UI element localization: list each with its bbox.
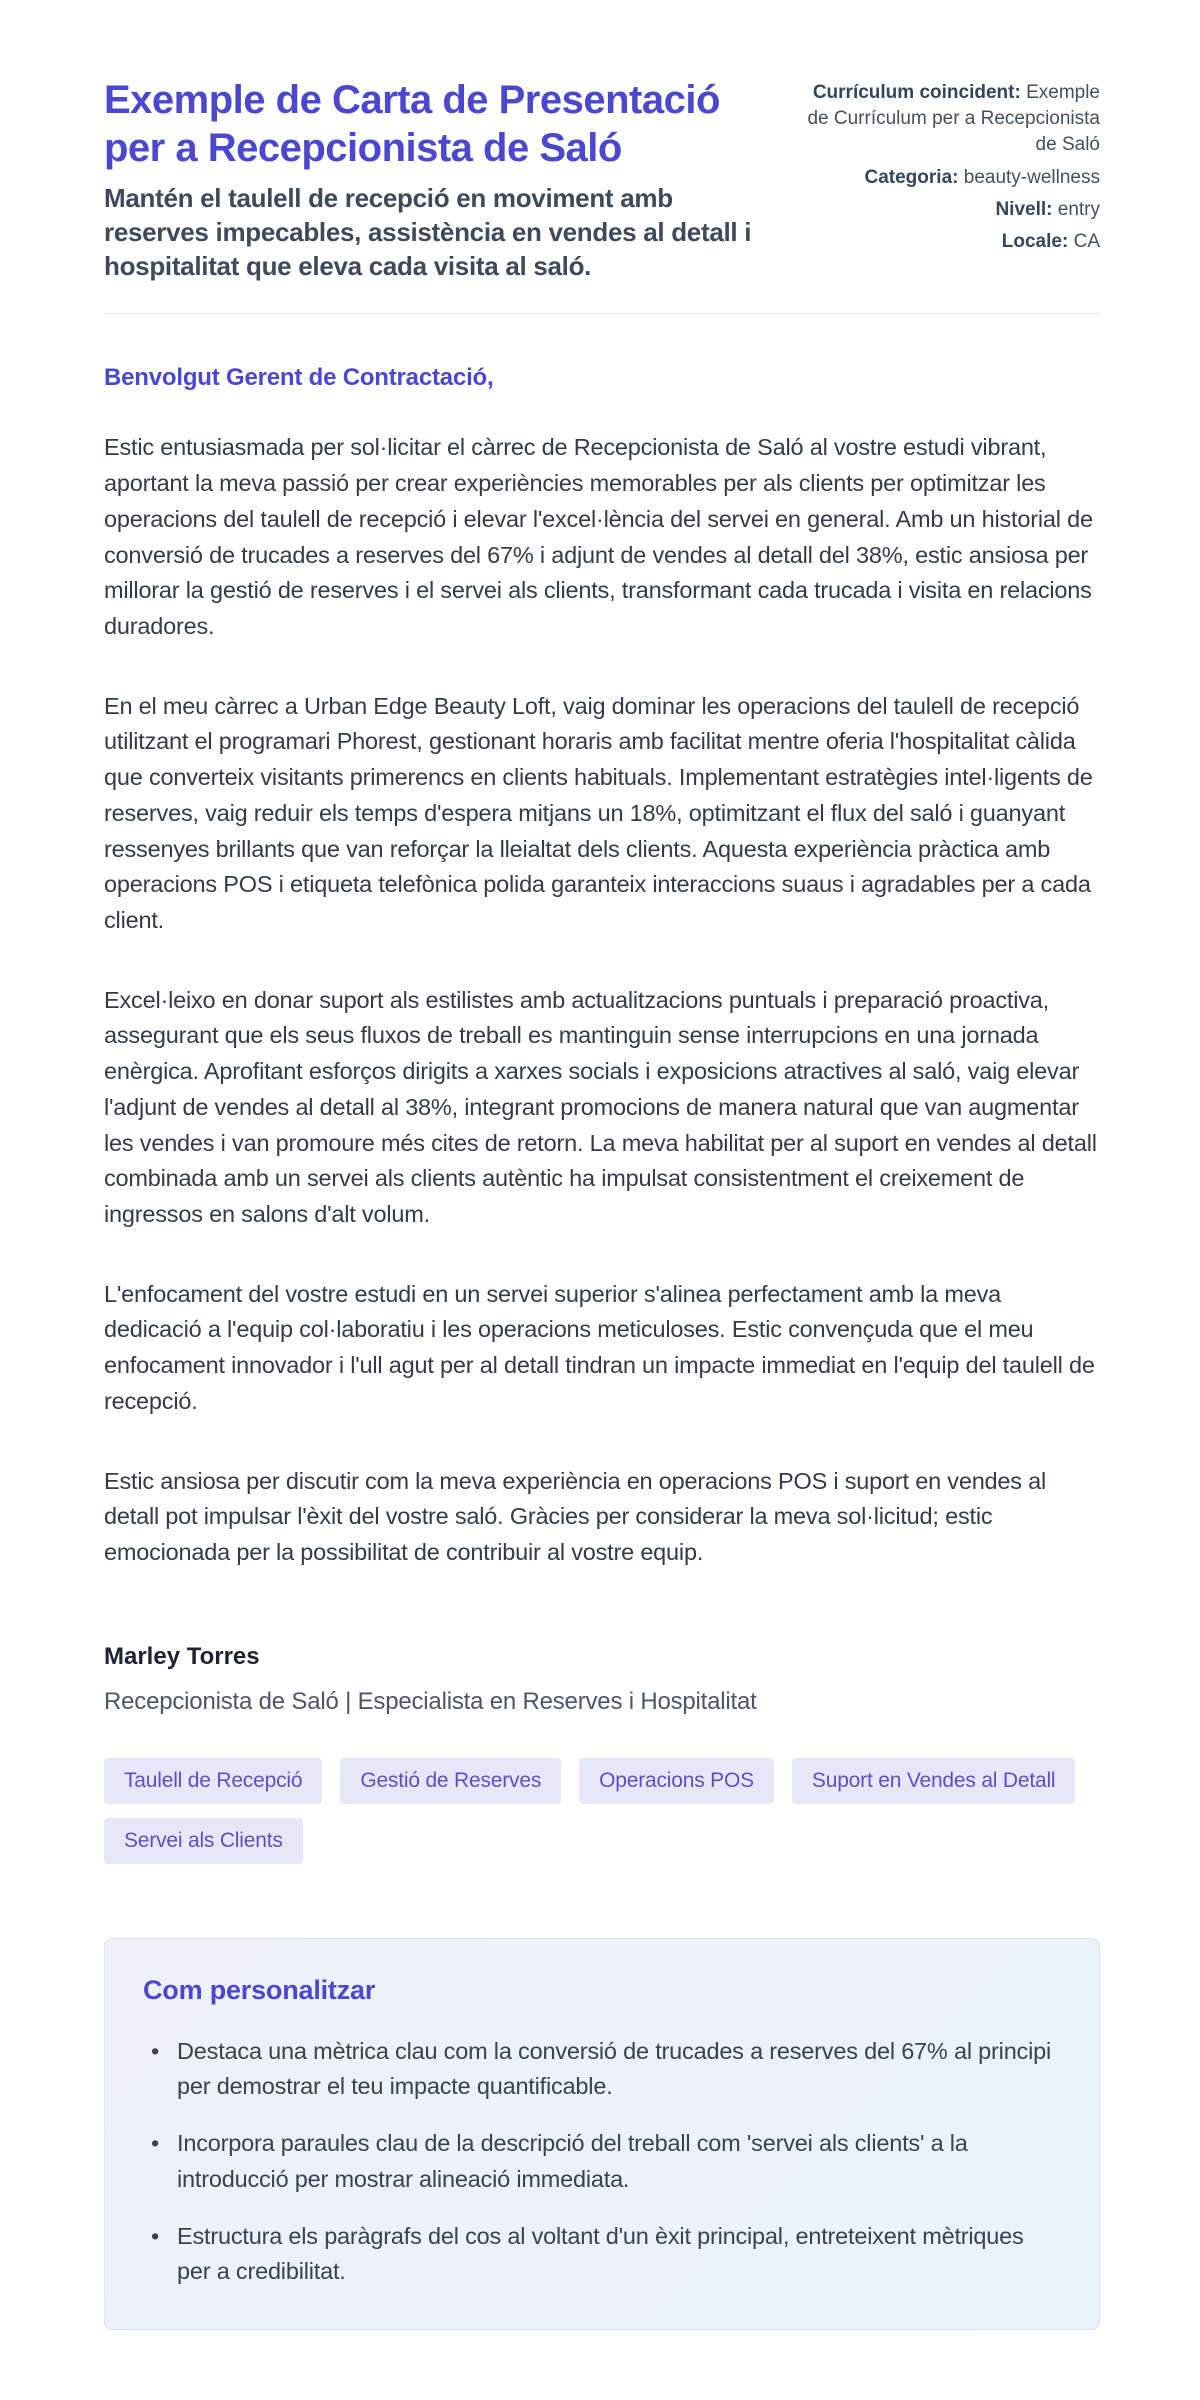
signature-title: Recepcionista de Saló | Especialista en Reserves i Hospitalitat <box>104 1687 757 1715</box>
page-title: Exemple de Carta de Presentació per a Recepcionista de Saló <box>104 78 720 170</box>
letter-paragraph: Estic entusiasmada per sol·licitar el càrrec de Recepcionista de Saló al vostre estudi vibrant, aportant la meva passió per crear experiències memorables per als clients per optimitzar les operacions del taulell de recepció i elevar l'excel·lència del servei en general. Amb un historial de conversió de trucades a reserves del 67% i adjunt de vendes al detall del 38%, estic ansiosa per millorar la gestió de reserves i el servei als clients, transformant cada trucada i visita en relacions duradores. <box>104 434 1093 639</box>
page-subtitle: Mantén el taulell de recepció en moviment amb reserves impecables, assistència en vendes al detall i hospitalitat que eleva cada visita al saló. <box>104 183 752 281</box>
meta-panel <box>795 76 1100 261</box>
letter-body <box>104 364 1100 1715</box>
meta-locale <box>795 229 1100 255</box>
meta-category-label: Categoria: <box>864 166 959 188</box>
callout-bullet: • Estructura els paràgrafs del cos al voltant d'un èxit principal, entreteixent mètriques per a credibilitat. <box>143 2219 1059 2290</box>
letter-paragraph: En el meu càrrec a Urban Edge Beauty Loft, vaig dominar les operacions del taulell de recepció utilitzant el programari Phorest, gestionant horaris amb facilitat mentre oferia l'hospitalitat càlida que converteix visitants primerencs en clients habituals. Implementant estratègies intel·ligents de reserves, vaig reduir els temps d'espera mitjans un 18%, optimitzant el flux del saló i guanyant ressenyes brillants que van reforçar la lleialtat dels clients. Aquesta experiència pràctica amb operacions POS i etiqueta telefònica polida garanteix interaccions suaus i agradables per a cada client. <box>104 692 1093 934</box>
callout-list <box>143 2034 1059 2290</box>
callout-bullet: • Incorpora paraules clau de la descripció del treball com 'servei als clients' a la introducció per mostrar alineació immediata. <box>143 2126 1059 2197</box>
customize-callout <box>104 1938 1100 2331</box>
callout-bullet: • Destaca una mètrica clau com la conversió de trucades a reserves del 67% al principi per demostrar el teu impacte quantificable. <box>143 2034 1059 2105</box>
skill-tag: Servei als Clients <box>104 1818 303 1864</box>
header-title-block <box>104 76 755 283</box>
page-header <box>104 76 1100 283</box>
skill-tag: Suport en Vendes al Detall <box>792 1758 1075 1804</box>
letter-greeting: Benvolgut Gerent de Contractació, <box>104 364 494 392</box>
skill-tag: Taulell de Recepció <box>104 1758 322 1804</box>
letter-paragraph: L'enfocament del vostre estudi en un servei superior s'alinea perfectament amb la meva dedicació a l'equip col·laboratiu i les operacions meticuloses. Estic convençuda que el meu enfocament innovador i l'ull agut per al detall tindran un impacte immediat en l'equip del taulell de recepció. <box>104 1280 1095 1414</box>
skill-tag: Operacions POS <box>579 1758 774 1804</box>
meta-level <box>795 197 1100 223</box>
meta-resume-label: Currículum coincident: <box>812 82 1021 103</box>
meta-level-value: entry <box>1057 198 1100 220</box>
skill-tags <box>104 1758 1100 1864</box>
letter-paragraph: Excel·leixo en donar suport als estilistes amb actualitzacions puntuals i preparació proactiva, assegurant que els seus fluxos de treball es mantinguin sense interrupcions en una jornada enèrgica. Aprofitant esforços dirigits a xarxes socials i exposicions atractives al saló, vaig elevar l'adjunt de vendes al detall al 38%, integrant promocions de manera natural que van augmentar les vendes i van promoure més cites de retorn. La meva habilitat per al suport en vendes al detall combinada amb un servei als clients autèntic ha impulsat consistentment el creixement de ingressos en salons d'alt volum. <box>104 986 1097 1228</box>
meta-resume <box>795 80 1100 159</box>
meta-level-label: Nivell: <box>995 198 1053 220</box>
meta-category-value: beauty-wellness <box>963 166 1100 188</box>
signature-block <box>104 1643 1100 1716</box>
meta-locale-label: Locale: <box>1001 231 1069 253</box>
meta-locale-value: CA <box>1073 231 1100 253</box>
signature-name: Marley Torres <box>104 1642 260 1670</box>
callout-title: Com personalitzar <box>143 1974 376 2005</box>
meta-category <box>795 165 1100 191</box>
letter-paragraph: Estic ansiosa per discutir com la meva experiència en operacions POS i suport en vendes al detall pot impulsar l'èxit del vostre saló. Gràcies per considerar la meva sol·licitud; estic emocionada per la possibilitat de contribuir al vostre equip. <box>104 1467 1047 1566</box>
header-divider <box>104 313 1100 314</box>
meta-resume-value: Exemple de Currículum per a Recepcionista de Saló <box>807 82 1100 156</box>
skill-tag: Gestió de Reserves <box>340 1758 561 1804</box>
